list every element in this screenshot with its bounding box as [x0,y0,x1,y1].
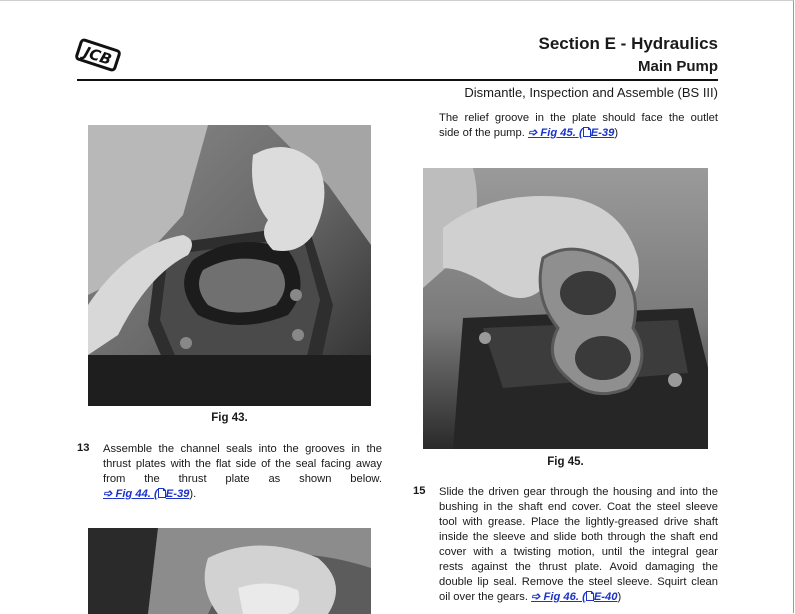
fig-ref-label: Fig 45. [540,127,576,139]
section-subtitle: Main Pump [637,58,718,75]
step-15-line-3: tool with grease. Place the lightly-greased drive shaft [439,516,718,528]
arrow-icon: ➩ [103,488,113,500]
step-13-text [103,442,382,502]
page-icon [583,127,591,137]
step-15-line-8 [439,590,718,605]
step-15-line-4: inside the sleeve and slide both through the shaft end [439,531,718,543]
step-15-text [439,485,718,605]
fig44-photo [88,528,371,614]
fig45-caption: Fig 45. [547,456,584,468]
jcb-logo [74,36,122,74]
page-icon [158,488,166,498]
ref-close: ). [189,488,197,500]
intro-line-2 [439,126,718,141]
fig46-reference-link[interactable]: ➩ Fig 46. ( E-40 [531,591,618,603]
page-ref-label: E-39 [165,488,190,500]
ref-close: ) [614,127,619,139]
step-15-line-2: bushing in the shaft end cover. Coat the steel sleeve [439,501,718,513]
step-13-line-1: Assemble the channel seals into the grooves in the [103,443,382,455]
procedure-title: Dismantle, Inspection and Assemble (BS III) [464,85,718,100]
fig43-photo [88,125,371,406]
step-15-line-7: double lip seal. Remove the steel sleeve. Squirt clean [439,576,718,588]
arrow-icon: ➩ [531,591,541,603]
fig45-reference-link[interactable]: ➩ Fig 45. ( E-39 [527,127,615,139]
step-15-line-6: rests against the thrust plate. Avoid damaging the [439,561,718,573]
fig45-illustration [423,168,708,449]
header-divider [77,79,718,81]
fig43-illustration [88,125,371,406]
step-15-line-1: Slide the driven gear through the housing and into the [439,486,718,498]
step-13-number: 13 [77,442,90,454]
step-13-line-2: thrust plates with the flat side of the seal facing away [103,458,382,470]
intro-line-1: The relief groove in the plate should face the outlet [439,112,718,124]
fig44-reference-link[interactable]: ➩ Fig 44. ( E-39 [103,488,190,500]
intro-paragraph [439,111,718,141]
step-15-number: 15 [413,485,426,497]
page-ref-label: E-40 [593,591,618,603]
fig44-illustration [88,528,371,614]
fig-ref-label: Fig 44. [115,488,151,500]
fig45-photo [423,168,708,449]
arrow-icon: ➩ [527,127,538,139]
svg-text:JCB: JCB [81,43,114,69]
ref-close: ) [617,591,622,603]
section-title: Section E - Hydraulics [538,34,718,53]
step-13-line-4 [103,487,382,502]
step-13-line-3: from the thrust plate as shown below. [103,473,382,485]
fig-ref-label: Fig 46. [543,591,579,603]
fig43-caption: Fig 43. [211,412,248,424]
step-15-line-8-text: oil over the gears. [439,591,528,603]
intro-line-2-text: side of the pump. [439,127,525,139]
step-15-line-5: cover with a twisting motion, until the integral gear [439,546,718,558]
page-ref-label: E-39 [590,127,615,139]
page-icon [586,591,594,601]
